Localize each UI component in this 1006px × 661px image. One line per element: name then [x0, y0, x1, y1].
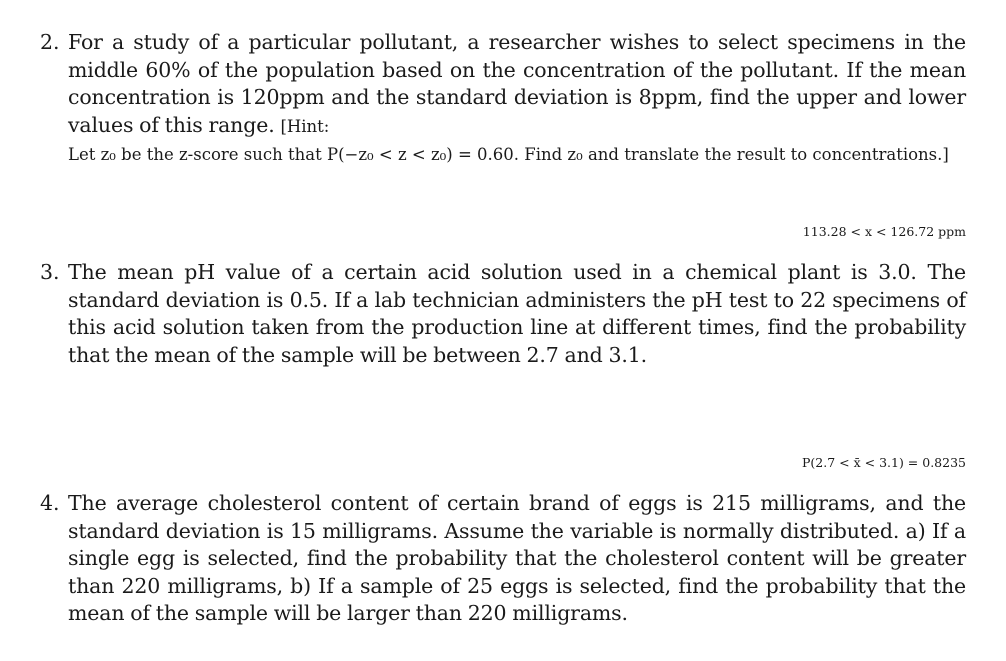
hint-open: [Hint:: [280, 116, 330, 136]
problem-number: 2.: [40, 30, 60, 54]
problem-4: [40, 490, 966, 628]
problem-3: [40, 259, 966, 369]
problem-2: [40, 29, 966, 169]
answer-3: P(2.7 < x̄ < 3.1) = 0.8235: [802, 455, 966, 470]
problem-number: 3.: [40, 260, 60, 284]
problem-text: For a study of a particular pollutant, a researcher wishes to select specimens in the middle 60% of the population based on the concentration of the pollutant. If the mean concentration is 120ppm and the standard deviation is 8ppm, find the upper and lower values of this range.: [68, 30, 966, 137]
hint-text: Let z₀ be the z-score such that P(−z₀ < z < z₀) = 0.60. Find z₀ and translate the result to concentrations.]: [68, 145, 949, 164]
answer-2: 113.28 < x < 126.72 ppm: [802, 224, 966, 239]
problem-number: 4.: [40, 491, 60, 515]
problem-text: The mean pH value of a certain acid solution used in a chemical plant is 3.0. The standard deviation is 0.5. If a lab technician administers the pH test to 22 specimens of this acid solution taken from the production line at different times, find the probability that the mean of the sample will be between 2.7 and 3.1.: [68, 260, 966, 367]
problem-text: The average cholesterol content of certain brand of eggs is 215 milligrams, and the standard deviation is 15 milligrams. Assume the variable is normally distributed. a) If a single egg is selected, find the probability that the cholesterol content will be greater than 220 milligrams, b) If a sample of 25 eggs is selected, find the probability that the mean of the sample will be larger than 220 milligrams.: [68, 491, 966, 625]
